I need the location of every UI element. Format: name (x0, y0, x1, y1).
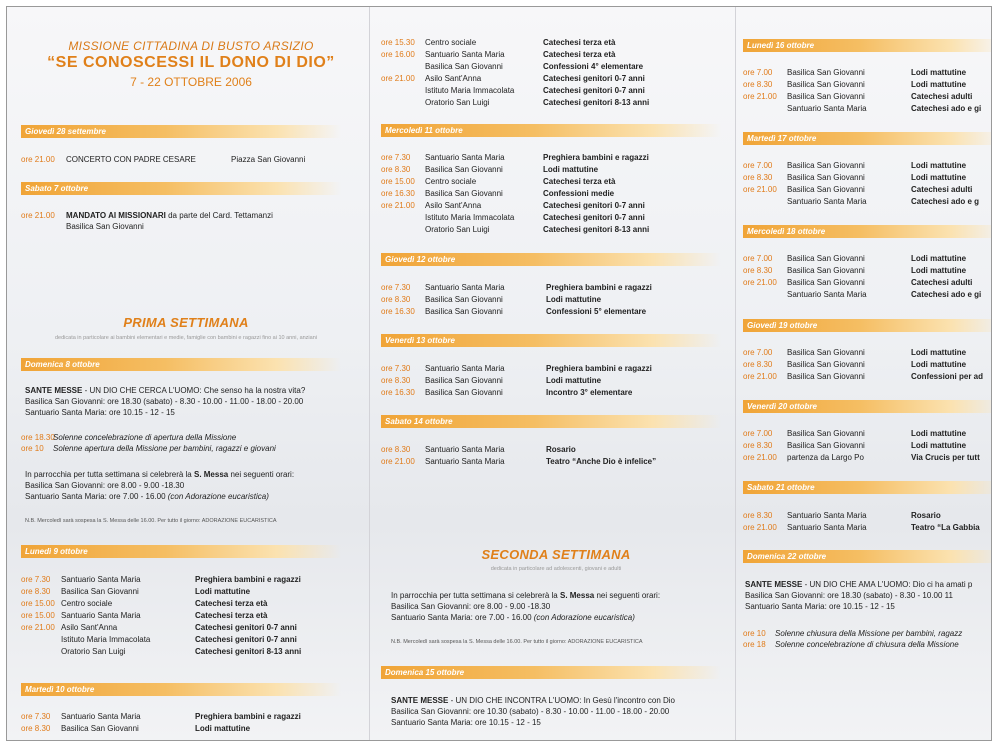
row-place: Centro sociale (425, 177, 477, 186)
row-time: ore 7.30 (381, 283, 411, 292)
nb-note: N.B. Mercoledì sarà sospesa la S. Messa delle 16.00. Per tutto il giorno: ADORAZIONE EUCARISTICA (25, 518, 277, 524)
row-activity: Lodi mattutine (911, 429, 967, 438)
row-time: ore 10 (21, 444, 44, 453)
day-header: Martedì 17 ottobre (743, 132, 992, 145)
row-time: ore 16.30 (381, 307, 415, 316)
row-time: ore 7.30 (381, 364, 411, 373)
row-activity: Catechesi genitori 0-7 anni (195, 635, 297, 644)
masses-theme: - UN DIO CHE INCONTRA L'UOMO: In Gesù l'incontro con Dio (448, 696, 676, 705)
fold-line (735, 7, 736, 740)
parish-intro-text: In parrocchia per tutta settimana si celebrerà la (391, 591, 560, 600)
row-place: Basilica San Giovanni (425, 189, 503, 198)
row-activity: Catechesi genitori 8-13 anni (543, 98, 650, 107)
masses-line: Basilica San Giovanni: ore 18.30 (sabato) - 8.30 - 10.00 11 (745, 591, 953, 600)
row-place: Basilica San Giovanni (425, 388, 503, 397)
row-time: ore 8.30 (381, 165, 411, 174)
row-activity: Lodi mattutine (911, 266, 967, 275)
masses-heading (745, 579, 972, 590)
day-header: Sabato 7 ottobre (21, 182, 341, 195)
parish-line-note: (con Adorazione eucaristica) (533, 613, 635, 622)
row-activity: Catechesi ado e gi (911, 104, 982, 113)
row-activity: Lodi mattutine (911, 68, 967, 77)
row-time: ore 8.30 (381, 295, 411, 304)
row-time: ore 8.30 (743, 360, 773, 369)
row-activity: Confessioni 4° elementare (543, 62, 644, 71)
row-time: ore 8.30 (743, 441, 773, 450)
row-activity: Catechesi terza età (543, 50, 616, 59)
row-activity: Rosario (911, 511, 941, 520)
row-activity: Catechesi terza età (543, 38, 616, 47)
row-activity: Confessioni per ad (911, 372, 984, 381)
parish-line-note: (con Adorazione eucaristica) (167, 492, 269, 501)
day-header: Venerdì 13 ottobre (381, 334, 721, 347)
row-place: Basilica San Giovanni (787, 372, 865, 381)
row-place: Asilo Sant'Anna (425, 74, 482, 83)
row-time: ore 7.00 (743, 429, 773, 438)
row-place: Santuario Santa Maria (787, 290, 867, 299)
row-time: ore 7.30 (21, 712, 51, 721)
column-1 (21, 7, 361, 740)
row-activity: Lodi mattutine (911, 173, 967, 182)
row-activity: Lodi mattutine (911, 348, 967, 357)
row-time: ore 21.00 (381, 74, 415, 83)
row-time: ore 18 (743, 640, 766, 649)
row-activity: Lodi mattutine (543, 165, 599, 174)
row-activity: Lodi mattutine (911, 161, 967, 170)
row-time: ore 7.00 (743, 68, 773, 77)
row-place: Asilo Sant'Anna (61, 623, 118, 632)
row-place: Basilica San Giovanni (787, 360, 865, 369)
row-time: ore 8.30 (743, 80, 773, 89)
row-place: Istituto Maria Immacolata (61, 635, 151, 644)
row-place: Santuario Santa Maria (425, 153, 505, 162)
row-place: Basilica San Giovanni (787, 80, 865, 89)
masses-heading (391, 695, 675, 706)
row-activity: Catechesi genitori 0-7 anni (195, 623, 297, 632)
row-place: Basilica San Giovanni (787, 441, 865, 450)
row-place: Santuario Santa Maria (787, 104, 867, 113)
masses-line: Basilica San Giovanni: ore 10.30 (sabato) - 8.30 - 10.00 - 11.00 - 18.00 - 20.00 (391, 707, 670, 716)
row-time: ore 18.30 (21, 433, 55, 442)
parish-line-text: Santuario Santa Maria: ore 7.00 - 16.00 (391, 613, 534, 622)
row-place: Santuario Santa Maria (425, 364, 505, 373)
mission-dates: 7 - 22 OTTOBRE 2006 (130, 75, 252, 89)
row-time: ore 21.00 (743, 453, 777, 462)
row-place: Santuario Santa Maria (425, 445, 505, 454)
day-header: Giovedì 28 settembre (21, 125, 341, 138)
masses-line: Basilica San Giovanni: ore 18.30 (sabato) - 8.30 - 10.00 - 11.00 - 18.00 - 20.00 (25, 397, 304, 406)
row-activity: MANDATO AI MISSIONARI (66, 211, 166, 220)
row-activity: Catechesi terza età (195, 611, 268, 620)
row-activity: Preghiera bambini e ragazzi (546, 364, 652, 373)
row-place: Basilica San Giovanni (61, 724, 139, 733)
row-time: ore 15.00 (21, 599, 55, 608)
row-activity: Catechesi genitori 0-7 anni (543, 213, 645, 222)
parish-intro-bold: S. Messa (559, 591, 595, 600)
row-time: ore 10 (743, 629, 766, 638)
row-time: ore 8.30 (743, 511, 773, 520)
row-activity: Incontro 3° elementare (546, 388, 633, 397)
day-header: Giovedì 19 ottobre (743, 319, 992, 332)
row-time: ore 15.00 (21, 611, 55, 620)
row-activity: Catechesi ado e gi (911, 290, 982, 299)
row-time: ore 7.30 (381, 153, 411, 162)
row-place: Santuario Santa Maria (61, 712, 141, 721)
column-2 (381, 7, 731, 740)
row-place: partenza da Largo Po (787, 453, 864, 462)
day-header: Sabato 21 ottobre (743, 481, 992, 494)
row-activity: Teatro “La Gabbia (911, 523, 980, 532)
row-time: ore 21.00 (21, 623, 55, 632)
row-activity: Catechesi genitori 0-7 anni (543, 74, 645, 83)
row-activity: Lodi mattutine (195, 587, 251, 596)
row-place: Santuario Santa Maria (787, 523, 867, 532)
masses-line: Santuario Santa Maria: ore 10.15 - 12 - 15 (25, 408, 175, 417)
row-time: ore 21.00 (743, 92, 777, 101)
row-time: ore 8.30 (21, 587, 51, 596)
row-place: Istituto Maria Immacolata (425, 86, 515, 95)
masses-title: SANTE MESSE (745, 580, 803, 589)
row-place: Santuario Santa Maria (61, 611, 141, 620)
week-title: SECONDA SETTIMANA (481, 547, 631, 562)
row-time: ore 21.00 (21, 155, 55, 164)
row-activity: Catechesi adulti (911, 185, 973, 194)
row-activity: Lodi mattutine (546, 295, 602, 304)
day-header: Martedì 10 ottobre (21, 683, 341, 696)
row-time: ore 8.30 (381, 445, 411, 454)
day-header: Venerdì 20 ottobre (743, 400, 992, 413)
parish-intro-rest: nei seguenti orari: (594, 591, 661, 600)
row-time: ore 8.30 (21, 724, 51, 733)
row-activity: Lodi mattutine (195, 724, 251, 733)
row-place: Basilica San Giovanni (787, 278, 865, 287)
day-header: Sabato 14 ottobre (381, 415, 721, 428)
row-place: Santuario Santa Maria (425, 457, 505, 466)
row-place: Basilica San Giovanni (787, 429, 865, 438)
row-time: ore 16.30 (381, 189, 415, 198)
row-place: Basilica San Giovanni (425, 62, 503, 71)
row-time: ore 8.30 (743, 266, 773, 275)
row-place: Basilica San Giovanni (787, 185, 865, 194)
row-activity: Teatro “Anche Dio è infelice” (546, 457, 657, 466)
row-place: Basilica San Giovanni (425, 307, 503, 316)
masses-theme: - UN DIO CHE CERCA L'UOMO: Che senso ha la nostra vita? (82, 386, 306, 395)
row-activity: Preghiera bambini e ragazzi (546, 283, 652, 292)
row-activity: Preghiera bambini e ragazzi (195, 575, 301, 584)
parish-intro (391, 590, 660, 601)
row-place: Santuario Santa Maria (787, 511, 867, 520)
row-place: Basilica San Giovanni (425, 376, 503, 385)
row-activity: Catechesi terza età (195, 599, 268, 608)
row-time: ore 7.00 (743, 254, 773, 263)
row-place: Basilica San Giovanni (66, 222, 144, 231)
parish-intro-rest: nei seguenti orari: (228, 470, 295, 479)
row-time: ore 15.30 (381, 38, 415, 47)
row-place: Basilica San Giovanni (787, 68, 865, 77)
masses-title: SANTE MESSE (391, 696, 449, 705)
row-place: Basilica San Giovanni (787, 161, 865, 170)
fold-line (369, 7, 370, 740)
day-header: Giovedì 12 ottobre (381, 253, 721, 266)
row-activity: Preghiera bambini e ragazzi (543, 153, 649, 162)
row-activity: Catechesi adulti (911, 92, 973, 101)
parish-intro (25, 469, 294, 480)
row-activity: Solenne apertura della Missione per bambini, ragazzi e giovani (53, 444, 276, 453)
masses-line: Santuario Santa Maria: ore 10.15 - 12 - 15 (391, 718, 541, 727)
row-place: Santuario Santa Maria (425, 283, 505, 292)
parish-line (25, 491, 269, 502)
row-activity: Catechesi genitori 8-13 anni (195, 647, 302, 656)
row-time: ore 15.00 (381, 177, 415, 186)
row-place: Santuario Santa Maria (425, 50, 505, 59)
parish-line: Basilica San Giovanni: ore 8.00 - 9.00 -18.30 (25, 481, 185, 490)
day-header: Domenica 22 ottobre (743, 550, 992, 563)
row-place: Centro sociale (425, 38, 477, 47)
row-place: Basilica San Giovanni (425, 295, 503, 304)
column-3 (743, 7, 992, 740)
row-activity: Lodi mattutine (911, 80, 967, 89)
row-activity: Catechesi genitori 0-7 anni (543, 86, 645, 95)
row-time: ore 21.00 (381, 201, 415, 210)
row-place: Basilica San Giovanni (787, 173, 865, 182)
row-activity: Lodi mattutine (911, 441, 967, 450)
row-place: Istituto Maria Immacolata (425, 213, 515, 222)
day-header: Mercoledì 11 ottobre (381, 124, 721, 137)
week-subtitle: dedicata in particolare ad adolescenti, giovani e adulti (490, 566, 622, 572)
row-time: ore 8.30 (381, 376, 411, 385)
brochure-sheet (6, 6, 992, 741)
row-place: Basilica San Giovanni (61, 587, 139, 596)
row-activity-detail: da parte del Card. Tettamanzi (168, 211, 273, 220)
row-time: ore 7.00 (743, 348, 773, 357)
day-header: Lunedì 16 ottobre (743, 39, 992, 52)
row-activity: Catechesi genitori 8-13 anni (543, 225, 650, 234)
row-place: Oratorio San Luigi (425, 98, 490, 107)
row-time: ore 21.00 (743, 372, 777, 381)
nb-note: N.B. Mercoledì sarà sospesa la S. Messa delle 16.00. Per tutto il giorno: ADORAZIONE EUCARISTICA (391, 639, 643, 645)
row-place: Oratorio San Luigi (425, 225, 490, 234)
day-header: Domenica 8 ottobre (21, 358, 341, 371)
row-time: ore 8.30 (743, 173, 773, 182)
row-time: ore 21.00 (21, 211, 55, 220)
parish-intro-bold: S. Messa (193, 470, 229, 479)
row-time: ore 21.00 (743, 278, 777, 287)
masses-theme: - UN DIO CHE AMA L'UOMO: Dio ci ha amati p (802, 580, 973, 589)
row-activity: Lodi mattutine (911, 254, 967, 263)
parish-line (391, 612, 635, 623)
masses-line: Santuario Santa Maria: ore 10.15 - 12 - 15 (745, 602, 895, 611)
row-time: ore 21.00 (743, 185, 777, 194)
row-activity: Confessioni 5° elementare (546, 307, 647, 316)
row-activity: Solenne concelebrazione di apertura della Missione (53, 433, 237, 442)
row-time: ore 16.30 (381, 388, 415, 397)
row-activity: Solenne chiusura della Missione per bambini, ragazz (775, 629, 963, 638)
row-place: Santuario Santa Maria (61, 575, 141, 584)
row-place: Centro sociale (61, 599, 113, 608)
row-time: ore 7.30 (21, 575, 51, 584)
row-time: ore 7.00 (743, 161, 773, 170)
row-activity: Catechesi genitori 0-7 anni (543, 201, 645, 210)
week-subtitle: dedicata in particolare ai bambini elementari e medie, famiglie con bambini e ragazzi fino ai 10 anni, anziani (54, 335, 317, 341)
day-header: Mercoledì 18 ottobre (743, 225, 992, 238)
mission-title: MISSIONE CITTADINA DI BUSTO ARSIZIO (68, 39, 314, 53)
row-place: Basilica San Giovanni (425, 165, 503, 174)
row-activity: Catechesi terza età (543, 177, 616, 186)
row-place: Piazza San Giovanni (231, 155, 306, 164)
row-activity: Lodi mattutine (546, 376, 602, 385)
row-place: Basilica San Giovanni (787, 348, 865, 357)
row-time: ore 21.00 (743, 523, 777, 532)
parish-intro-text: In parrocchia per tutta settimana si celebrerà la (25, 470, 194, 479)
mission-motto: “SE CONOSCESSI IL DONO DI DIO” (47, 54, 335, 71)
row-place: Basilica San Giovanni (787, 92, 865, 101)
row-place: Asilo Sant'Anna (425, 201, 482, 210)
row-activity: Catechesi ado e g (911, 197, 980, 206)
day-header: Lunedì 9 ottobre (21, 545, 341, 558)
row-place: Oratorio San Luigi (61, 647, 126, 656)
masses-title: SANTE MESSE (25, 386, 83, 395)
row-activity: Via Crucis per tutt (911, 453, 980, 462)
masses-heading (25, 385, 305, 396)
row-activity: Catechesi adulti (911, 278, 973, 287)
row-activity: Solenne concelebrazione di chiusura della Missione (775, 640, 959, 649)
row-activity: Preghiera bambini e ragazzi (195, 712, 301, 721)
row-activity: CONCERTO CON PADRE CESARE (66, 155, 196, 164)
row-place: Basilica San Giovanni (787, 266, 865, 275)
row-time: ore 16.00 (381, 50, 415, 59)
parish-line-text: Santuario Santa Maria: ore 7.00 - 16.00 (25, 492, 168, 501)
row-activity: Lodi mattutine (911, 360, 967, 369)
row-place: Basilica San Giovanni (787, 254, 865, 263)
row-activity: Rosario (546, 445, 576, 454)
parish-line: Basilica San Giovanni: ore 8.00 - 9.00 -18.30 (391, 602, 551, 611)
row-time: ore 21.00 (381, 457, 415, 466)
week-title: PRIMA SETTIMANA (123, 315, 249, 330)
day-header: Domenica 15 ottobre (381, 666, 721, 679)
row-activity: Confessioni medie (543, 189, 615, 198)
row-place: Santuario Santa Maria (787, 197, 867, 206)
